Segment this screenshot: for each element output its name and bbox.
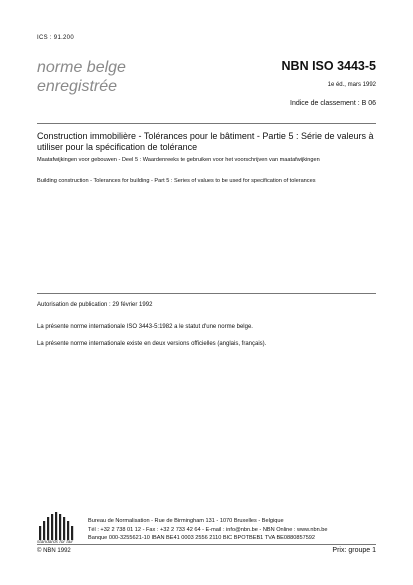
title-french: Construction immobilière - Tolérances pour le bâtiment - Partie 5 : Série de valeurs à utiliser pour la spécification de tolérance xyxy=(37,131,374,152)
logo-tagline: standards for fair xyxy=(37,540,73,545)
edition: 1e éd., mars 1992 xyxy=(327,82,376,88)
publication-authorisation: Autorisation de publication : 29 février 1992 xyxy=(37,302,153,308)
title-english: Building construction - Tolerances for building - Part 5 : Series of values to be used for specification of tolerances xyxy=(37,178,316,184)
divider-middle xyxy=(37,293,376,294)
status-label xyxy=(37,58,126,96)
status-line-1: norme belge xyxy=(37,59,126,76)
ics-code: ICS : 91.200 xyxy=(37,35,74,41)
divider-bottom xyxy=(37,544,376,545)
title-dutch: Maatafwijkingen voor gebouwen - Deel 5 : Waardenreeks te gebruiken voor het voorschrijven van maatafwijkingen xyxy=(37,157,320,163)
address-line-1: Bureau de Normalisation - Rue de Birmingham 131 - 1070 Bruxelles - Belgique xyxy=(88,518,284,524)
status-line-2: enregistrée xyxy=(37,78,118,95)
divider-top xyxy=(37,123,376,124)
status-note: La présente norme internationale ISO 3443-5:1982 a le statut d'une norme belge. xyxy=(37,324,253,330)
publisher-address xyxy=(88,517,378,543)
versions-note: La présente norme internationale existe en deux versions officielles (anglais, français). xyxy=(37,341,267,347)
copyright: © NBN 1992 xyxy=(37,548,71,554)
address-line-2: Tél : +32 2 738 01 12 - Fax : +32 2 733 42 64 - E-mail : info@nbn.be - NBN Online : www.nbn.be xyxy=(88,526,328,533)
price-group: Prix: groupe 1 xyxy=(332,547,376,554)
classification-index: Indice de classement : B 06 xyxy=(290,100,376,107)
standard-number: NBN ISO 3443-5 xyxy=(281,59,376,73)
nbn-logo-icon xyxy=(37,508,82,544)
address-line-3: Banque 000-3255621-10 IBAN BE41 0003 2556 2110 BIC BPOTBEB1 TVA BE0880857592 xyxy=(88,535,316,541)
